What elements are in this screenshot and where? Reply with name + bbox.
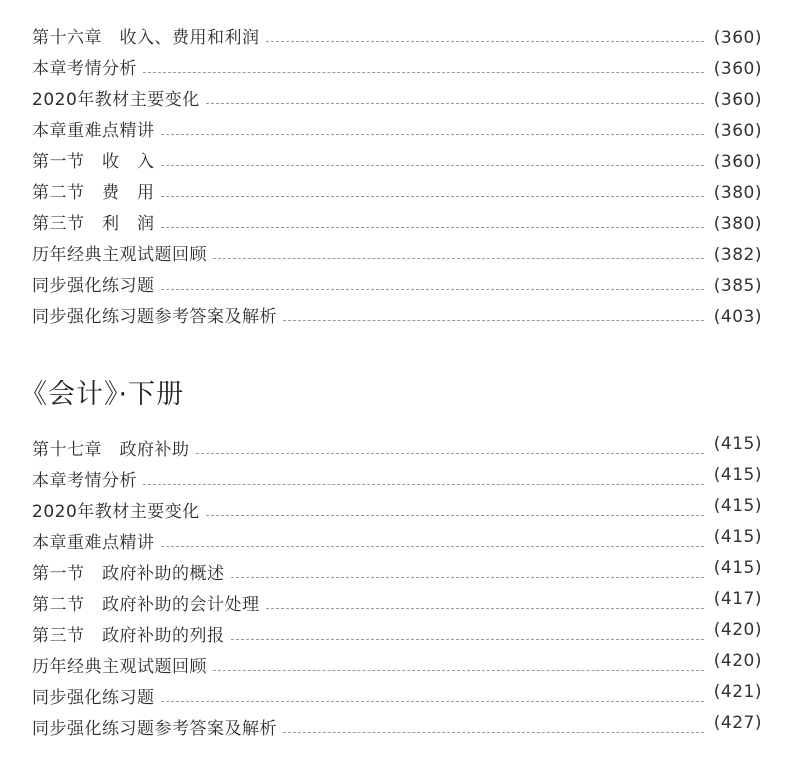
dot-leader	[161, 226, 704, 228]
dot-leader	[266, 40, 704, 42]
toc-entry-page: (360)	[713, 59, 762, 79]
toc-entry-title: 同步强化练习题	[32, 688, 155, 708]
toc-entry-page: (360)	[713, 28, 762, 48]
toc-entry[interactable]	[32, 80, 762, 111]
toc-entry[interactable]	[32, 616, 762, 647]
toc-entry-page: (427)	[713, 713, 762, 733]
toc-entry-page: (417)	[713, 589, 762, 609]
toc-entry-title: 第十七章 政府补助	[32, 440, 190, 460]
dot-leader	[143, 71, 704, 73]
dot-leader	[161, 288, 704, 290]
toc-section-bottom	[32, 430, 762, 740]
toc-entry-page: (420)	[713, 620, 762, 640]
dot-leader	[206, 102, 704, 104]
toc-entry[interactable]	[32, 18, 762, 49]
toc-entry[interactable]	[32, 461, 762, 492]
toc-entry-title: 第十六章 收入、费用和利润	[32, 28, 260, 48]
toc-entry-title: 本章重难点精讲	[32, 121, 155, 141]
toc-entry-page: (360)	[713, 90, 762, 110]
toc-entry[interactable]	[32, 49, 762, 80]
toc-entry-page: (421)	[713, 682, 762, 702]
toc-section-top	[32, 18, 762, 328]
dot-leader	[206, 514, 704, 516]
dot-leader	[161, 164, 704, 166]
toc-entry[interactable]	[32, 554, 762, 585]
toc-entry-title: 第三节 利 润	[32, 214, 155, 234]
toc-entry-title: 第二节 费 用	[32, 183, 155, 203]
toc-entry-title: 2020年教材主要变化	[32, 90, 200, 110]
dot-leader	[161, 133, 704, 135]
dot-leader	[266, 607, 704, 609]
dot-leader	[213, 669, 704, 671]
toc-entry-title: 2020年教材主要变化	[32, 502, 200, 522]
toc-entry-title: 历年经典主观试题回顾	[32, 245, 207, 265]
dot-leader	[213, 257, 704, 259]
volume-heading: 《会计》·下册	[20, 379, 185, 410]
toc-entry-page: (403)	[713, 307, 762, 327]
dot-leader	[231, 576, 704, 578]
toc-entry-page: (385)	[713, 276, 762, 296]
toc-entry-title: 历年经典主观试题回顾	[32, 657, 207, 677]
toc-entry[interactable]	[32, 297, 762, 328]
toc-entry-page: (380)	[713, 183, 762, 203]
toc-entry[interactable]	[32, 266, 762, 297]
dot-leader	[283, 319, 704, 321]
toc-entry-page: (360)	[713, 121, 762, 141]
dot-leader	[161, 700, 704, 702]
toc-entry[interactable]	[32, 585, 762, 616]
toc-entry[interactable]	[32, 204, 762, 235]
toc-entry-title: 第一节 收 入	[32, 152, 155, 172]
dot-leader	[143, 483, 704, 485]
toc-entry[interactable]	[32, 678, 762, 709]
toc-entry[interactable]	[32, 647, 762, 678]
toc-entry-title: 本章考情分析	[32, 59, 137, 79]
dot-leader	[283, 731, 704, 733]
toc-entry[interactable]	[32, 492, 762, 523]
toc-entry-page: (415)	[713, 465, 762, 485]
toc-entry-page: (415)	[713, 527, 762, 547]
toc-entry-page: (415)	[713, 434, 762, 454]
dot-leader	[231, 638, 704, 640]
toc-entry[interactable]	[32, 173, 762, 204]
toc-entry-title: 本章考情分析	[32, 471, 137, 491]
toc-entry-title: 同步强化练习题参考答案及解析	[32, 719, 277, 739]
toc-entry[interactable]	[32, 709, 762, 740]
toc-entry[interactable]	[32, 523, 762, 554]
toc-entry[interactable]	[32, 430, 762, 461]
toc-entry[interactable]	[32, 235, 762, 266]
toc-entry-page: (380)	[713, 214, 762, 234]
toc-entry-page: (420)	[713, 651, 762, 671]
dot-leader	[196, 452, 704, 454]
toc-entry[interactable]	[32, 142, 762, 173]
toc-entry[interactable]	[32, 111, 762, 142]
toc-entry-title: 同步强化练习题	[32, 276, 155, 296]
toc-entry-page: (415)	[713, 496, 762, 516]
toc-entry-page: (360)	[713, 152, 762, 172]
toc-entry-title: 第二节 政府补助的会计处理	[32, 595, 260, 615]
toc-entry-page: (415)	[713, 558, 762, 578]
toc-entry-title: 第三节 政府补助的列报	[32, 626, 225, 646]
toc-entry-title: 同步强化练习题参考答案及解析	[32, 307, 277, 327]
dot-leader	[161, 195, 704, 197]
toc-entry-page: (382)	[713, 245, 762, 265]
toc-entry-title: 第一节 政府补助的概述	[32, 564, 225, 584]
dot-leader	[161, 545, 704, 547]
toc-entry-title: 本章重难点精讲	[32, 533, 155, 553]
